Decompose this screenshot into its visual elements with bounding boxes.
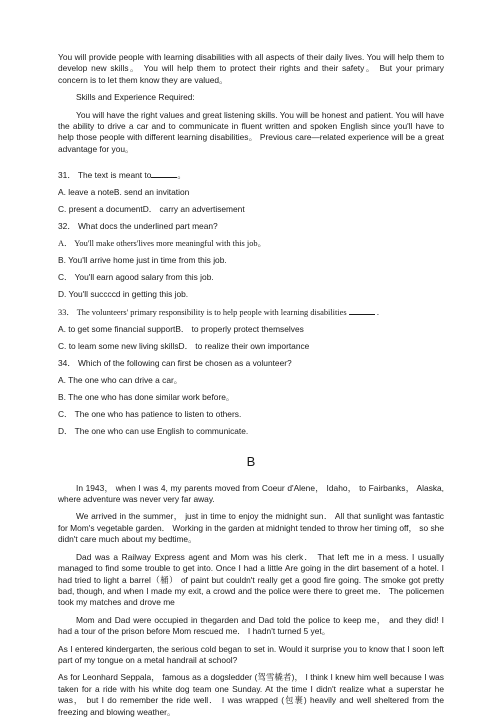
option-line: A. leave a noteB. send an invitation	[58, 187, 190, 198]
answer-blank	[349, 306, 375, 315]
question-31	[58, 169, 444, 181]
option-line: C． You'll earn agood salary from this job.	[58, 272, 214, 283]
question-list	[58, 169, 444, 437]
passage-b-paragraph-4: Mom and Dad were occupied in thegarden and Dad told the police to keep me， and they did! I had a tour of the prison before Mom rescued me． I hadn't turned 5 yet。	[58, 614, 444, 637]
question-31-end: 。	[177, 170, 186, 181]
option-line: B. You'll arrive home just in time from this job.	[58, 255, 227, 266]
option-line: C. to leam some new living skillsD． to realize their own importance	[58, 341, 310, 352]
passage-b-paragraph-6: As for Leonhard Seppala， famous as a dogsledder (驾雪橇者)， I think I knew him well because I was taken for a ride with his white dog team one Sunday. At the time I didn't realize what a superstar he was， but I do remember the ride well． I was wrapped (包裹) heavily and well sheltered from the freezing and blowing weather。	[58, 672, 444, 717]
option-line: A． You'll make others'lives more meaningful with this job。	[58, 239, 266, 249]
question-33-text: 33． The volunteers' primary responsibility is to help people with learning disabilities	[58, 308, 347, 318]
option-line: D． The one who can use English to communicate.	[58, 426, 249, 437]
option-line: D. You'll succccd in getting this job.	[58, 289, 189, 300]
passage-b-paragraph-2: We arrived in the summer， just in time to enjoy the midnight sun． All that sunlight was fantastic for Mom's vegetable garden． Working in the garden at midnight tended to throw her timing off， so she didn't care much about my bedtime。	[58, 511, 444, 545]
question-33	[58, 306, 444, 318]
passage-a-paragraph-2: You will have the right values and great listening skills. You will be honest and patient. You will have the ability to drive a car and to communicate in fluent written and spoken English since you'll have to help those people with different learning disabilities。 Previous care—related experience will be a great advantage for you。	[58, 109, 444, 154]
option-line: A. The one who can drive a car。	[58, 375, 183, 386]
passage-b-paragraph-1: In 1943， when I was 4, my parents moved from Coeur d'Alene， Idaho， to Fairbanks， Alaska, where adventure was never very far away.	[58, 482, 444, 505]
option-line: C． The one who has patience to listen to others.	[58, 409, 242, 420]
option-line: C. present a documentD． carry an advertisement	[58, 204, 245, 215]
option-line: A. to get some financial supportB． to properly protect themselves	[58, 324, 304, 335]
section-heading-b: B	[246, 453, 256, 469]
passage-b-paragraph-5: As I entered kindergarten, the serious cold began to set in. Would it surprise you to know that I soon left part of my tongue on a metal handrail at school?	[58, 643, 444, 665]
answer-blank	[151, 169, 177, 178]
passage-a-paragraph-1: You will provide people with learning disabilities with all aspects of their daily lives. You will help them to develop new skills。 You will help them to protect their rights and their safety。 But your primary concern is to let them know they are valued。	[58, 52, 444, 85]
question-31-text: 31． The text is meant to	[58, 170, 152, 181]
option-line: B. The one who has done similar work before。	[58, 392, 235, 403]
question-34: 34． Which of the following can first be chosen as a volunteer?	[58, 358, 292, 369]
question-32: 32． What docs the underlined part mean?	[58, 221, 218, 232]
passage-a-subheading: Skills and Experience Required:	[76, 92, 195, 103]
question-33-end: .	[376, 308, 379, 318]
passage-b-paragraph-3: Dad was a Railway Express agent and Mom was his clerk． That left me in a mess. I usually managed to find some trouble to get into. Once I had a little Are going in the dirt basement of a hotel. I had tried to light a barrel（桶） of paint but couldn't really get a good fire going. The smoke got pretty bad, though, and when I made my exit, a crowd and the police were there to greet me． The policemen took my matches and drove me	[58, 551, 444, 608]
